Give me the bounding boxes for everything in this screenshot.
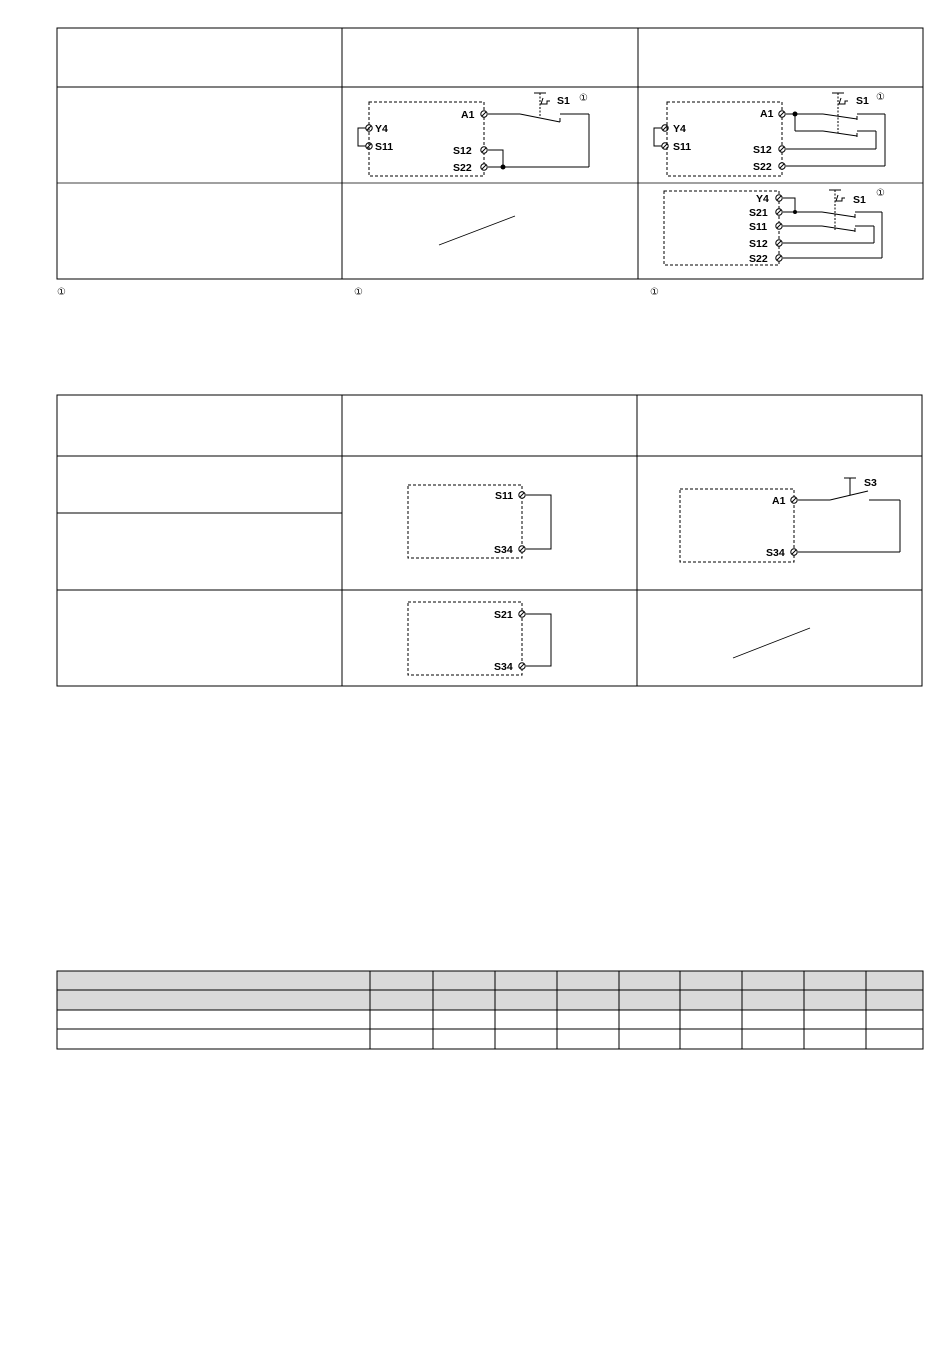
label-a1: A1 — [760, 108, 774, 120]
label-s1: S1 — [856, 95, 869, 107]
label-s34: S34 — [766, 547, 785, 559]
label-s12: S12 — [753, 144, 772, 156]
diagram-y4-s21-s11-s12-s22 — [664, 188, 885, 265]
diagram-s21-s34 — [408, 602, 551, 675]
label-y4: Y4 — [756, 193, 769, 205]
table-3-grid — [0, 965, 950, 1055]
label-s21: S21 — [749, 207, 768, 219]
label-s1: S1 — [557, 95, 570, 107]
label-s22: S22 — [753, 161, 772, 173]
diagram-two-channel-a1 — [654, 92, 885, 176]
label-s22: S22 — [749, 253, 768, 265]
not-applicable-slash — [733, 628, 810, 658]
label-s11: S11 — [495, 490, 514, 502]
label-a1: A1 — [772, 495, 786, 507]
label-s11: S11 — [375, 141, 394, 153]
label-footnote-mark: ① — [876, 188, 885, 199]
diagram-s11-s34 — [408, 485, 551, 558]
label-s3: S3 — [864, 477, 877, 489]
label-s34: S34 — [494, 544, 513, 556]
label-footnote-mark: ① — [579, 93, 588, 104]
footnote-3: ① — [650, 287, 659, 298]
footnote-1: ① — [57, 287, 66, 298]
label-s12: S12 — [749, 238, 768, 250]
table-1-grid — [0, 0, 950, 310]
label-s11: S11 — [749, 221, 768, 233]
label-footnote-mark: ① — [876, 92, 885, 103]
label-y4: Y4 — [673, 123, 686, 135]
label-s1: S1 — [853, 194, 866, 206]
label-a1: A1 — [461, 109, 475, 121]
label-s22: S22 — [453, 162, 472, 174]
label-s21: S21 — [494, 609, 513, 621]
label-y4: Y4 — [375, 123, 388, 135]
diagram-a1-s1-s12-s22 — [369, 93, 589, 176]
label-s12: S12 — [453, 145, 472, 157]
table-2-grid — [0, 390, 950, 695]
label-s11: S11 — [673, 141, 692, 153]
diagram-y4-s11-left — [358, 123, 393, 153]
footnote-2: ① — [354, 287, 363, 298]
not-applicable-slash — [439, 216, 515, 245]
label-s34: S34 — [494, 661, 513, 673]
diagram-a1-s3-s34 — [680, 477, 900, 562]
